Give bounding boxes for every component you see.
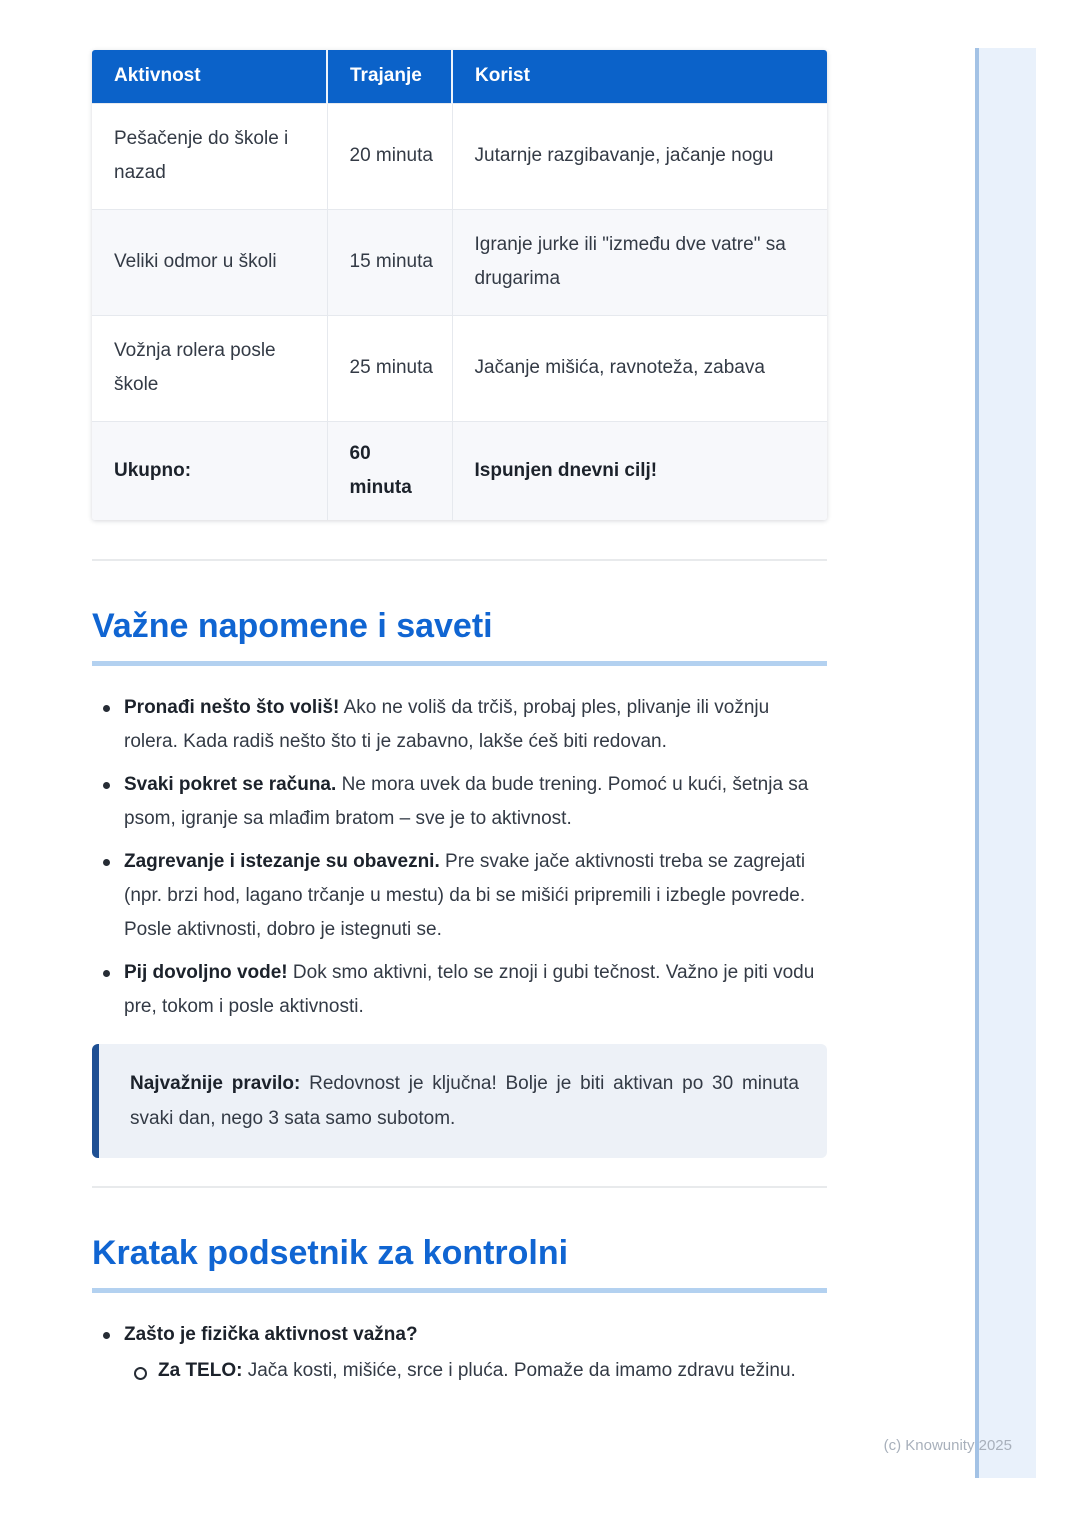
list-item-text: Ako ne voliš da trčiš, probaj ples, plivanje ili vožnju rolera. Kada radiš nešto što ti je zabavno, lakše ćeš biti redovan. bbox=[124, 697, 770, 752]
cell-benefit: Igranje jurke ili "između dve vatre" sa drugarima bbox=[452, 209, 827, 315]
column-header-aktivnost: Aktivnost bbox=[92, 50, 327, 103]
callout-lead: Najvažnije pravilo: bbox=[130, 1073, 301, 1094]
tips-list bbox=[92, 691, 827, 1024]
cell-benefit-total: Ispunjen dnevni cilj! bbox=[452, 421, 827, 520]
callout-text: Redovnost je ključna! Bolje je biti aktivan po 30 minuta svaki dan, nego 3 sata samo subotom. bbox=[130, 1073, 799, 1129]
section-title-podsetnik: Kratak podsetnik za kontrolni bbox=[92, 1232, 827, 1293]
list-item-lead: Svaki pokret se računa. bbox=[124, 774, 337, 795]
question-lead: Zašto je fizička aktivnost važna? bbox=[124, 1324, 418, 1345]
callout-box bbox=[92, 1044, 827, 1158]
list-item-text: Ne mora uvek da bude trening. Pomoć u kući, šetnja sa psom, igranje sa mlađim bratom – sve je to aktivnost. bbox=[124, 774, 809, 829]
column-header-trajanje: Trajanje bbox=[327, 50, 452, 103]
cell-activity: Vožnja rolera posle škole bbox=[92, 315, 327, 421]
list-item-lead: Pronađi nešto što voliš! bbox=[124, 697, 340, 718]
list-item bbox=[124, 768, 827, 836]
list-item-text: Pre svake jače aktivnosti treba se zagrejati (npr. brzi hod, lagano trčanje u mestu) da bi se mišići pripremili i izbegle povrede. Posle aktivnosti, dobro je istegnuti se. bbox=[124, 851, 806, 940]
page-edge-strip bbox=[975, 48, 1036, 1478]
cell-duration: 15 minuta bbox=[327, 209, 452, 315]
column-header-korist: Korist bbox=[452, 50, 827, 103]
sub-item-lead: Za TELO: bbox=[158, 1360, 243, 1381]
cell-activity: Veliki odmor u školi bbox=[92, 209, 327, 315]
table-row bbox=[92, 103, 827, 209]
cell-benefit: Jutarnje razgibavanje, jačanje nogu bbox=[452, 103, 827, 209]
table-row-total bbox=[92, 421, 827, 520]
list-item bbox=[124, 691, 827, 759]
activity-table bbox=[92, 50, 827, 520]
list-item bbox=[124, 956, 827, 1024]
cell-duration: 20 minuta bbox=[327, 103, 452, 209]
section-title-napomene: Važne napomene i saveti bbox=[92, 605, 827, 666]
list-item-lead: Pij dovoljno vode! bbox=[124, 962, 288, 983]
cell-duration: 25 minuta bbox=[327, 315, 452, 421]
table-header-row bbox=[92, 50, 827, 103]
reminder-list bbox=[92, 1318, 827, 1388]
list-item-question bbox=[124, 1318, 827, 1388]
cell-activity-total: Ukupno: bbox=[92, 421, 327, 520]
section-divider bbox=[92, 1186, 827, 1188]
sub-item-text: Jača kosti, mišiće, srce i pluća. Pomaže da imamo zdravu težinu. bbox=[247, 1360, 796, 1381]
document-content bbox=[92, 50, 827, 1397]
list-item bbox=[124, 845, 827, 947]
list-item-lead: Zagrevanje i istezanje su obavezni. bbox=[124, 851, 440, 872]
sub-list-item bbox=[158, 1354, 827, 1388]
section-divider bbox=[92, 559, 827, 561]
cell-duration-total: 60 minuta bbox=[327, 421, 452, 520]
list-item-text: Dok smo aktivni, telo se znoji i gubi tečnost. Važno je piti vodu pre, tokom i posle aktivnosti. bbox=[124, 962, 815, 1017]
cell-activity: Pešačenje do škole i nazad bbox=[92, 103, 327, 209]
callout-paragraph bbox=[130, 1066, 799, 1136]
cell-benefit: Jačanje mišića, ravnoteža, zabava bbox=[452, 315, 827, 421]
reminder-sublist bbox=[124, 1354, 827, 1388]
watermark: (c) Knowunity 2025 bbox=[883, 1437, 1012, 1454]
table-row bbox=[92, 315, 827, 421]
table-row bbox=[92, 209, 827, 315]
